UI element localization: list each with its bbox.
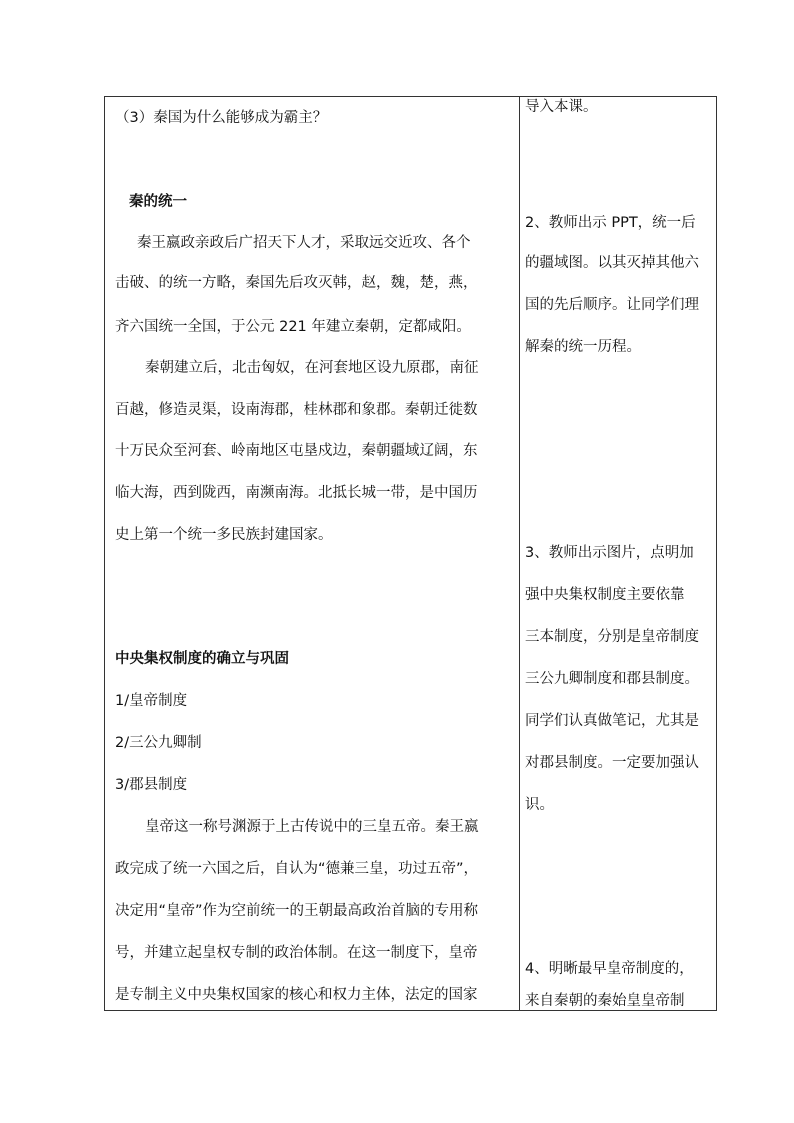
para1-line1: 秦王嬴政亲政后广招天下人才，采取远交近攻、各个 [137,235,471,251]
para1-line2: 击破、的统一方略，秦国先后攻灭韩，赵，魏，楚，燕， [115,275,478,291]
note2-line4: 解秦的统一历程。 [525,339,641,355]
question-3: （3）秦国为什么能够成为霸主？ [115,110,328,126]
para2-line4: 临大海，西到陇西，南濒南海。北抵长城一带，是中国历 [115,485,478,501]
para2-line3: 十万民众至河套、岭南地区屯垦戍边，秦朝疆域辽阔，东 [115,443,478,459]
note4-line1: 4、明晰最早皇帝制度的， [525,961,694,977]
note3-line7: 识。 [525,797,554,813]
para3-line4: 号，并建立起皇权专制的政治体制。在这一制度下，皇帝 [115,945,478,961]
note3-line6: 对郡县制度。一定要加强认 [525,755,699,771]
note2-line2: 的疆域图。以其灭掉其他六 [525,255,699,271]
list-item-3: 3/郡县制度 [115,777,188,793]
section-title-qin-unification: 秦的统一 [129,194,187,210]
para3-line3: 决定用“皇帝”作为空前统一的王朝最高政治首脑的专用称 [115,903,479,919]
note3-line2: 强中央集权制度主要依靠 [525,587,685,603]
para3-line1: 皇帝这一称号渊源于上古传说中的三皇五帝。秦王嬴 [145,819,479,835]
note3-line5: 同学们认真做笔记，尤其是 [525,713,699,729]
para2-line5: 史上第一个统一多民族封建国家。 [115,527,333,543]
para2-line2: 百越，修造灵渠，设南海郡，桂林郡和象郡。秦朝迁徙数 [115,402,478,418]
note4-line2: 来自秦朝的秦始皇皇帝制 [525,993,685,1009]
note2-line1: 2、教师出示 PPT，统一后 [525,215,696,231]
lesson-table [104,96,717,1011]
para2-line1: 秦朝建立后，北击匈奴，在河套地区设九原郡，南征 [145,360,479,376]
list-item-2: 2/三公九卿制 [115,735,202,751]
list-item-1: 1/皇帝制度 [115,693,188,709]
note-intro: 导入本课。 [525,99,598,115]
para3-line2: 政完成了统一六国之后，自认为“德兼三皇，功过五帝”， [115,861,479,877]
note3-line3: 三本制度，分别是皇帝制度 [525,629,699,645]
section-title-central-power: 中央集权制度的确立与巩固 [115,651,289,667]
note2-line3: 国的先后顺序。让同学们理 [525,297,699,313]
para3-line5: 是专制主义中央集权国家的核心和权力主体，法定的国家 [115,987,478,1003]
note3-line1: 3、教师出示图片，点明加 [525,545,694,561]
note3-line4: 三公九卿制度和郡县制度。 [525,671,699,687]
para1-line3: 齐六国统一全国，于公元 221 年建立秦朝，定都咸阳。 [115,319,471,335]
